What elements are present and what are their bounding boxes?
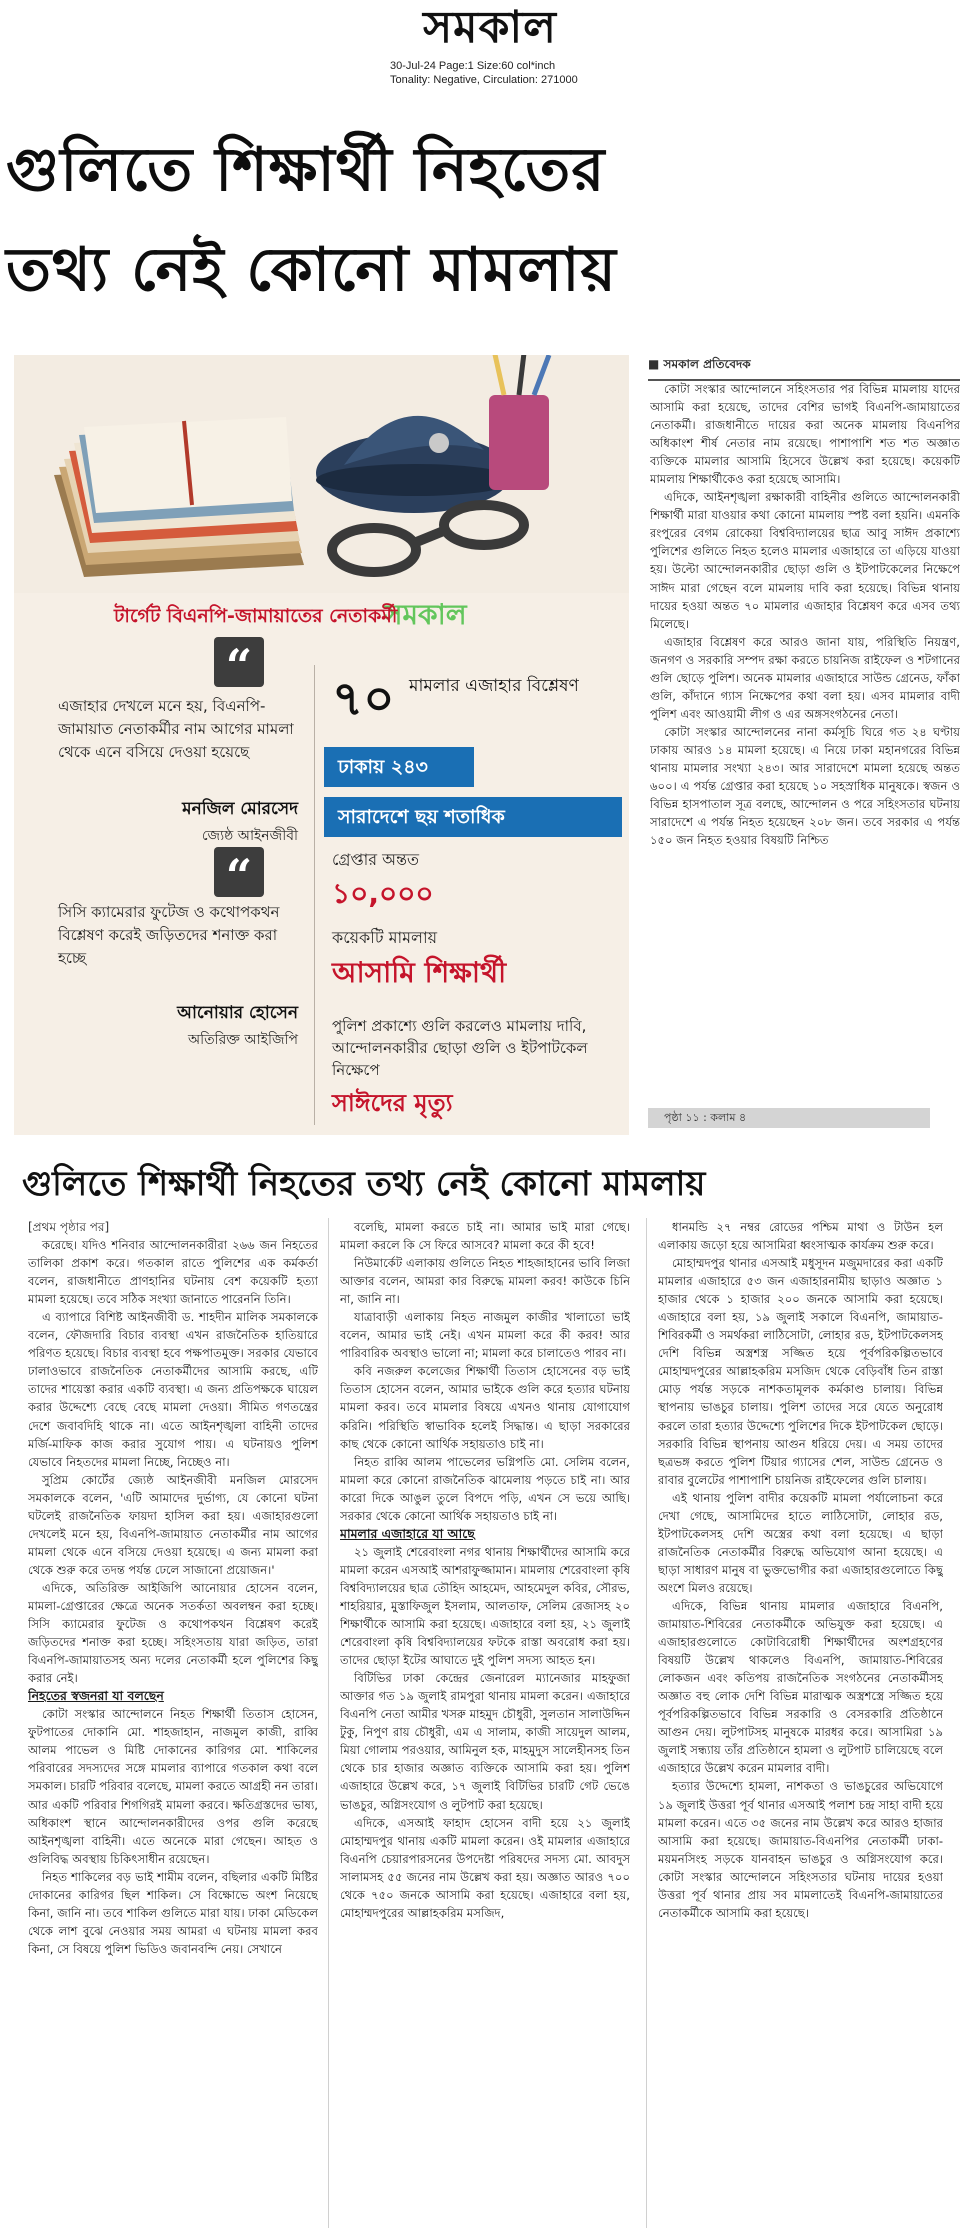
paragraph: এদিকে, বিভিন্ন থানায় মামলার এজাহারে বিএনপি, জামায়াত-শিবিরের নেতাকর্মীকে অভিযুক্ত করা হয়েছে। এ এজাহারগুলোতে কোটাবিরোধী শিক্ষার্থীদের অংশগ্রহণের বিষয়টি উল্লেখ থাকলেও বিএনপি, জামায়াত-শিবিরের লোকজন এবং কতিপয় রাজনৈতিক সংগঠনের নেতাকর্মীসহ অজ্ঞাত বহু লোক দেশি বিভিন্ন মারাত্মক অস্ত্রশস্ত্রে সজ্জিত হয়ে পূর্বপরিকল্পিতভাবে বিভিন্ন সরকারি ও বেসরকারি প্রতিষ্ঠানে আগুন দেয়। লুটপাটসহ মানুষকে মারধর করে। আসামিরা ১৯ জুলাই সন্ধ্যায় তাঁর প্রতিষ্ঠানে হামলা ও লুটপাট চালিয়েছে বলে এজাহারে উল্লেখ করেন মামলার বাদী। — [658, 1598, 943, 1776]
paragraph: ২১ জুলাই শেরেবাংলা নগর থানায় শিক্ষার্থীদের আসামি করে মামলা করেন এসআই আশরাফুজ্জামান। মামলায় শেরেবাংলা কৃষি বিশ্ববিদ্যালয়ের ছাত্র তৌহিদ আহমেদ, আহমেদুল কবির, সৌরভ, শাহরিয়ার, মুস্তাফিজুল ইসলাম, আলতাফ, সেলিম রেজাসহ ২০ শিক্ষার্থীকে আসামি করা হয়েছে। এজাহারে বলা হয়, ২১ জুলাই শেরেবাংলা কৃষি বিশ্ববিদ্যালয়ের ফটকে রাস্তা অবরোধ করা হয়। তাদের ছোড়া ইটের আঘাতে দুই পুলিশ সদস্য আহত হন। — [340, 1544, 630, 1668]
continuation-headline: গুলিতে শিক্ষার্থী নিহতের তথ্য নেই কোনো মামলায় — [22, 1164, 706, 1204]
paragraph: কোটা সংস্কার আন্দোলনে সহিংসতার পর বিভিন্ন মামলায় যাদের আসামি করা হয়েছে, তাদের বেশির ভাগই বিএনপি-জামায়াতের নেতাকর্মী। রাজধানীতে দায়ের করা অনেক মামলায় বিএনপির অধিকাংশ শীর্ষ নেতার নাম রয়েছে। পাশাপাশি শত শত অজ্ঞাত ব্যক্তিকে মামলার আসামি হিসেবে উল্লেখ করা হয়েছে। কয়েকটি মামলায় শিক্ষার্থীকেও করা হয়েছে আসামি। — [650, 382, 960, 487]
continuation-column-1 — [28, 1218, 318, 2228]
continuation-column-2 — [340, 1218, 630, 2228]
subheading: মামলার এজাহারে যা আছে — [340, 1525, 475, 1541]
arrest-value: ১০,০০০ — [332, 877, 434, 910]
case-files-illustration — [54, 417, 304, 577]
paragraph: করেছে। যদিও শনিবার আন্দোলনকারীরা ২৬৬ জন নিহতের তালিকা প্রকাশ করে। গতকাল রাতে পুলিশের এক কর্মকর্তা বলেন, রাজধানীতে প্রাণহানির ঘটনায় বেশ কয়েকটি হত্যা মামলা হয়েছে। তবে সঠিক সংখ্যা জানাতে পারেননি তিনি। — [28, 1238, 318, 1307]
subheading: নিহতের স্বজনরা যা বলছেন — [28, 1688, 164, 1704]
country-cases-bar: সারাদেশে ছয় শতাধিক — [324, 797, 622, 837]
continuation-column-3 — [658, 1218, 943, 2228]
continued-page-reference: পৃষ্ঠা ১১ : কলাম ৪ — [648, 1108, 930, 1128]
paragraph: এদিকে, আইনশৃঙ্খলা রক্ষাকারী বাহিনীর গুলিতে আন্দোলনকারী শিক্ষার্থী মারা যাওয়ার কথা কোনো মামলায় স্পষ্ট বলা হয়নি। এমনকি রংপুরের বেগম রোকেয়া বিশ্ববিদ্যালয়ের ছাত্র আবু সাঈদ প্রকাশ্যে পুলিশের গুলিতে নিহত হলেও মামলার এজাহারে তা এড়িয়ে যাওয়া হয়। উল্টো আন্দোলনকারীর ছোড়া গুলি ও ইটপাটকেলের নিক্ষেপে সাঈদ মারা গেছেন বলে মামলায় দাবি করা হয়েছে। বিভিন্ন থানায় দায়ের হওয়া অন্তত ৭০ মামলার এজাহার বিশ্লেষণ করে এসব তথ্য মিলেছে। — [650, 490, 960, 631]
quote-2-name: আনোয়ার হোসেন — [177, 1003, 298, 1023]
paragraph: কোটা সংস্কার আন্দোলনের নানা কর্মসূচি ঘিরে গত ২৪ ঘণ্টায় ঢাকায় আরও ১৪ মামলা হয়েছে। এ নিয়ে ঢাকা মহানগরের বিভিন্ন থানায় মামলার সংখ্যা ২৪৩। আর সারাদেশে মামলা হয়েছে অন্তত ৬০০। এ পর্যন্ত গ্রেপ্তার করা হয়েছে ১০ সহস্রাধিক মানুষকে। স্বজন ও বিভিন্ন হাসপাতাল সূত্র বলছে, আন্দোলন ও পরে সহিংসতার ঘটনায় সারাদেশে এ পর্যন্ত নিহত হয়েছেন ২০৮ জন। তবে সরকার এ পর্যন্ত ১৫০ জন নিহত হওয়ার বিষয়টি নিশ্চিত — [650, 724, 960, 848]
reporter-byline — [648, 356, 960, 381]
paragraph: কবি নজরুল কলেজের শিক্ষার্থী তিতাস হোসেনের বড় ভাই তিতাস হোসেন বলেন, আমার ভাইকে গুলি করে হত্যার ঘটনায় মামলা করব। তবে মামলার বিষয়ে এখনও থানায় যোগাযোগ করিনি। পরিস্থিতি স্বাভাবিক হলেই সিদ্ধান্ত। এ ছাড়া সরকারের কাছ থেকে কোনো আর্থিক সহায়তাও চাই না। — [340, 1364, 630, 1451]
paragraph: নিহত শাকিলের বড় ভাই শামীম বলেন, বছিলার একটি মিষ্টির দোকানের কারিগর ছিল শাকিল। সে বিক্ষোভে অংশ নিয়েছে কিনা, জানি না। তবে শাকিল গুলিতে মারা যায়। ঢাকা মেডিকেল থেকে লাশ বুঝে নেওয়ার সময় আমরা এ ঘটনায় মামলা করব কিনা, সে বিষয়ে পুলিশ ভিডিও জবানবন্দি নেয়। সেখানে — [28, 1869, 318, 1956]
police-claim-text: পুলিশ প্রকাশ্যে গুলি করলেও মামলায় দাবি, আন্দোলনকারীর ছোড়া গুলি ও ইটপাটকেল নিক্ষেপে — [332, 1017, 588, 1079]
paragraph: এ ব্যাপারে বিশিষ্ট আইনজীবী ড. শাহদীন মালিক সমকালকে বলেন, ফৌজদারি বিচার ব্যবস্থা এখন রাজনৈতিক হাতিয়ারে পরিণত হয়েছে। বিচার ব্যবস্থা হবে পক্ষপাতমুক্ত। সরকার যেভাবে ঢালাওভাবে রাজনৈতিক নেতাকর্মীদের আসামি করছে, এটি তাদের শায়েস্তা করার একটি ব্যবস্থা। এ জন্য প্রতিপক্ষকে ঘায়েল করার উদ্দেশ্যে বেছে বেছে মামলা দেওয়া। সীমিত গণতন্ত্রের দেশে জবাবদিহি থাকে না। এতে আইনশৃঙ্খলা বাহিনী তাদের মর্জি-মাফিক কাজ করার সুযোগ পায়। এ ঘটনায়ও পুলিশ যেভাবে নিহতদের মামলা নিচ্ছে, নিচ্ছেও না। — [28, 1310, 318, 1469]
case-count-number: ৭০ — [332, 671, 395, 727]
clipping-meta-tonality: Tonality: Negative, Circulation: 271000 — [390, 74, 578, 86]
target-caption: টার্গেট বিএনপি-জামায়াতের নেতাকর্মী — [114, 605, 398, 627]
quote-1-name: মনজিল মোরসেদ — [182, 799, 298, 819]
dhaka-cases-bar: ঢাকায় ২৪৩ — [324, 747, 474, 787]
quote-2-role: অতিরিক্ত আইজিপি — [187, 1032, 298, 1048]
paragraph: মোহাম্মদপুর থানার এসআই মধুসূদন মজুমদারের করা একটি মামলার এজাহারে ৫৩ জন এজাহারনামীয় ছাড়াও অজ্ঞাত ১ হাজার থেকে ১ হাজার ২০০ জনকে আসামি করা হয়েছে। এজাহারে বলা হয়, ১৯ জুলাই সকালে বিএনপি, জামায়াত-শিবিরকর্মী ও সমর্থকরা লাঠিসোটা, লোহার রড, ইটপাটকেলসহ দেশি বিভিন্ন অস্ত্রশস্ত্র সজ্জিত হয়ে পূর্বপরিকল্পিতভাবে মোহাম্মদপুরের আল্লাহকরিম মসজিদ থেকে বেড়িবাঁধ তিন রাস্তা মোড় পর্যন্ত সড়কে নাশকতামূলক কর্মকাণ্ড চালায়। বিভিন্ন স্থাপনায় ভাঙচুর চালায়। পুলিশ তাদের সরে যেতে অনুরোধ করলে তারা হত্যার উদ্দেশ্যে পুলিশের দিকে ইটপাটকেল ছোড়ে। সরকারি বিভিন্ন স্থাপনায় আগুন ধরিয়ে দেয়। এ সময় তাদের ছত্রভঙ্গ করতে পুলিশ টিয়ার গ্যাসের শেল, সাউন্ড গ্রেনেড ও রাবার বুলেটের পাশাপাশি চায়নিজ রাইফেলের গুলি চালায়। — [658, 1256, 943, 1487]
pen-holder-illustration — [489, 355, 549, 490]
paragraph: কোটা সংস্কার আন্দোলনে নিহত শিক্ষার্থী তিতাস হোসেন, ফুটপাতের দোকানি মো. শাহজাহান, নাজমুল কাজী, রাব্বি আলম পাভেল ও মিষ্টি দোকানের কারিগর মো. শাকিলের পরিবারের সদস্যদের সঙ্গে মামলার ব্যাপারে গতকাল কথা বলে সমকাল। চারটি পরিবার বলেছে, মামলা করতে আগ্রহী নন তারা। আর একটি পরিবার শিগগিরই মামলা করবে। ক্ষতিগ্রস্তদের ভাষ্য, অধিকাংশ স্থানে আন্দোলনকারীদের ওপর গুলি করেছে আইনশৃঙ্খলা বাহিনী। এতে অনেকে মারা গেছেন। আহত ও গুলিবিদ্ধ অবস্থায় চিকিৎসাধীন রয়েছেন। — [28, 1707, 318, 1866]
paragraph: বিটিভির ঢাকা কেন্দ্রের জেনারেল ম্যানেজার মাহফুজা আক্তার গত ১৯ জুলাই রামপুরা থানায় মামলা করেন। এজাহারে বিএনপি নেতা আমীর খসরু মাহমুদ চৌধুরী, সুলতান সালাউদ্দিন টুকু, নিপুণ রায় চৌধুরী, এম এ সালাম, কাজী সায়েদুল আলম, মিয়া গোলাম পরওয়ার, আমিনুল হক, মাহমুদুস সালেহীনসহ তিন থেকে চার হাজার অজ্ঞাত ব্যক্তিকে আসামি করা হয়। পুলিশ এজাহারে উল্লেখ করে, ১৭ জুলাই বিটিভির চারটি গেট ভেঙে ভাঙচুর, অগ্নিসংযোগ ও লুটপাট করা হয়েছে। — [340, 1671, 630, 1812]
quote-2-text: সিসি ক্যামেরার ফুটেজ ও কথোপকথন বিশ্লেষণ করেই জড়িতদের শনাক্ত করা হচ্ছে — [58, 903, 280, 967]
paragraph: ধানমন্ডি ২৭ নম্বর রোডের পশ্চিম মাথা ও টাউন হল এলাকায় জড়ো হয়ে আসামিরা ধ্বংসাত্মক কার্যক্রম শুরু করে। — [658, 1220, 943, 1253]
quote-mark-icon: “ — [214, 637, 264, 687]
accused-label: কয়েকটি মামলায় — [332, 928, 438, 947]
byline-text: সমকাল প্রতিবেদক — [663, 357, 751, 371]
headline-line-2: তথ্য নেই কোনো মামলায় — [6, 235, 617, 305]
quote-2 — [58, 901, 298, 1052]
illustration — [14, 355, 629, 593]
column-divider — [646, 1218, 647, 2228]
byline-square-icon: ■ — [648, 357, 664, 371]
paragraph: এদিকে, এসআই ফাহাদ হোসেন বাদী হয়ে ২১ জুলাই মোহাম্মদপুর থানায় একটি মামলা করেন। ওই মামলার এজাহারে বিএনপি চেয়ারপারসনের উপদেষ্টা পরিষদের সদস্য মো. আবদুস সালামসহ ৫৫ জনের নাম উল্লেখ করা হয়। অজ্ঞাত আরও ৭০০ থেকে ৭৫০ জনকে আসামি করা হয়েছে। এজাহারে বলা হয়, মোহাম্মদপুরের আল্লাহকরিম মসজিদ, — [340, 1815, 630, 1920]
paragraph: এজাহার বিশ্লেষণ করে আরও জানা যায়, পরিস্থিতি নিয়ন্ত্রণ, জনগণ ও সরকারি সম্পদ রক্ষা করতে চায়নিজ রাইফেল ও শটগানের গুলি ছোড়ে পুলিশ। অনেক মামলার এজাহারে সাউন্ড গ্রেনেড, ফাঁকা গুলি, কাঁদানে গ্যাস নিক্ষেপের কথা বলা হয়। এসব মামলার বাদী পুলিশ এবং আওয়ামী লীগ ও এর অঙ্গসংগঠনের নেতা। — [650, 634, 960, 721]
infographic — [14, 355, 629, 1135]
paragraph: এদিকে, অতিরিক্ত আইজিপি আনোয়ার হোসেন বলেন, মামলা-গ্রেপ্তারের ক্ষেত্রে অনেক সতর্কতা অবলম্বন করা হচ্ছে। সিসি ক্যামেরার ফুটেজ ও কথোপকথন বিশ্লেষণ করেই জড়িতদের শনাক্ত করা হচ্ছে। সহিংসতায় যারা জড়িত, তারা বিএনপি-জামায়াতসহ অন্য দলের নেতাকর্মী হলে পুলিশের কিছু করার নেই। — [28, 1580, 318, 1686]
masthead — [0, 0, 971, 96]
newspaper-logo: সমকাল — [423, 2, 557, 53]
arrest-label: গ্রেপ্তার অন্তত — [332, 850, 420, 869]
continued-from-label: [প্রথম পৃষ্ঠার পর] — [28, 1220, 110, 1234]
police-claim-highlight: সাঈদের মৃত্যু — [332, 1089, 453, 1117]
paragraph: এই থানায় পুলিশ বাদীর কয়েকটি মামলা পর্যালোচনা করে দেখা গেছে, আসামিদের হাতে লাঠিসোটা, লোহার রড, ইটপাটকেলসহ দেশি অস্ত্রের কথা বলা হয়েছে। এ ছাড়া রাজনৈতিক নেতাকর্মীর বিরুদ্ধে অভিযোগ আনা হয়েছে। এ ছাড়া সাধারণ মানুষ বা ভুক্তভোগীর করা এজাহারগুলোতে কিছু অংশে মিলও রয়েছে। — [658, 1490, 943, 1595]
graphic-divider — [314, 665, 315, 1125]
quote-1-role: জ্যেষ্ঠ আইনজীবী — [201, 828, 298, 844]
paragraph: হত্যার উদ্দেশ্যে হামলা, নাশকতা ও ভাঙচুরের অভিযোগে ১৯ জুলাই উত্তরা পূর্ব থানার এসআই পলাশ চন্দ্র সাহা বাদী হয়ে মামলা করেন। এতে ৩৫ জনের নাম উল্লেখ করে আরও হাজার আসামি করা হয়েছে। জামায়াত-বিএনপির নেতাকর্মী ঢাকা-ময়মনসিংহ সড়কে যানবাহন ভাঙচুর ও অগ্নিসংযোগ করে। কোটা সংস্কার আন্দোলনে সহিংসতার ঘটনায় দায়ের হওয়া উত্তরা পূর্ব থানার প্রায় সব মামলাতেই বিএনপি-জামায়াতের নেতাকর্মীকে আসামি করা হয়েছে। — [658, 1779, 943, 1920]
clipping-meta-date: 30-Jul-24 Page:1 Size:60 col*inch — [390, 60, 556, 72]
main-headline — [6, 120, 961, 320]
brand-watermark: সমকাল — [384, 598, 467, 631]
lead-article-body — [650, 380, 960, 1125]
paragraph: যাত্রাবাড়ী এলাকায় নিহত নাজমুল কাজীর খালাতো ভাই বলেন, আমার ভাই নেই। এখন মামলা করে কী করব! আর পারিবারিক অবস্থাও ভালো না; মামলা করে চালাতেও পারব না। — [340, 1310, 630, 1361]
paragraph: নিউমার্কেট এলাকায় গুলিতে নিহত শাহজাহানের ভাবি লিজা আক্তার বলেন, আমরা কার বিরুদ্ধে মামলা করব! কাউকে চিনি না, জানি না। — [340, 1256, 630, 1307]
paragraph: নিহত রাব্বি আলম পাভেলের ভগ্নিপতি মো. সেলিম বলেন, মামলা করে কোনো রাজনৈতিক ঝামেলায় পড়তে চাই না। আর কারো দিকে আঙুল তুলে বিপদে পড়ি, এখন সে ভয়ে আছি। সরকার থেকে কোনো আর্থিক সহায়তাও চাই না। — [340, 1454, 630, 1523]
quote-1 — [58, 695, 298, 848]
paragraph: সুপ্রিম কোর্টের জ্যেষ্ঠ আইনজীবী মনজিল মোরসেদ সমকালকে বলেন, 'এটি আমাদের দুর্ভাগ্য, যে কোনো ঘটনা ঘটলেই রাজনৈতিক ফায়দা হাসিল করা হয়। এজাহারগুলো দেখলেই মনে হয়, বিএনপি-জামায়াত নেতাকর্মীর নাম আগের মামলা থেকে এনে বসিয়ে দেওয়া হয়েছে। এ জন্য মামলা করা থেকে শুরু করে তদন্ত পর্যন্ত ঢেলে সাজানো প্রয়োজন।' — [28, 1472, 318, 1577]
headline-line-1: গুলিতে শিক্ষার্থী নিহতের — [6, 135, 606, 205]
accused-value: আসামি শিক্ষার্থী — [332, 956, 507, 989]
paragraph: বলেছি, মামলা করতে চাই না। আমার ভাই মারা গেছে। মামলা করলে কি সে ফিরে আসবে? মামলা করে কী হবে! — [340, 1220, 630, 1253]
case-count-label: মামলার এজাহার বিশ্লেষণ — [409, 676, 579, 696]
column-divider — [328, 1218, 329, 2228]
quote-1-text: এজাহার দেখলে মনে হয়, বিএনপি-জামায়াত নেতাকর্মীর নাম আগের মামলা থেকে এনে বসিয়ে দেওয়া হয়েছে — [58, 697, 294, 761]
quote-mark-icon: “ — [214, 847, 264, 897]
